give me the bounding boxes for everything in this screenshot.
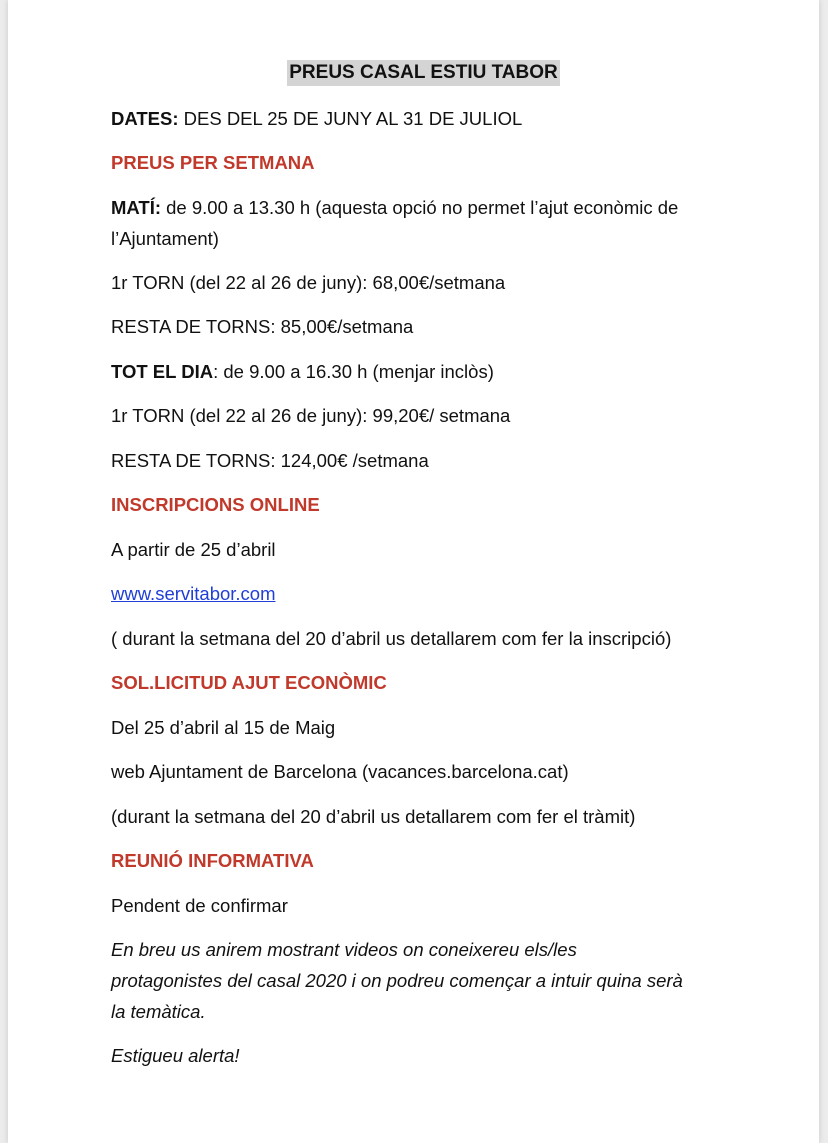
reunio-status: Pendent de confirmar bbox=[111, 895, 288, 916]
reunio-italic-1: En breu us anirem mostrant videos on coneixereu els/les bbox=[111, 939, 577, 960]
ajut-heading: SOL.LICITUD AJUT ECONÒMIC bbox=[111, 672, 387, 693]
mati-line bbox=[111, 197, 678, 219]
title-wrap bbox=[8, 60, 819, 86]
tot-el-dia-resta: RESTA DE TORNS: 124,00€ /setmana bbox=[111, 450, 429, 471]
dates-value: DES DEL 25 DE JUNY AL 31 DE JULIOL bbox=[183, 108, 523, 129]
mati-text: de 9.00 a 13.30 h (aquesta opció no permet l’ajut econòmic de bbox=[161, 197, 679, 218]
reunio-italic-2: protagonistes del casal 2020 i on podreu començar a intuir quina serà bbox=[111, 970, 683, 991]
mati-torn1: 1r TORN (del 22 al 26 de juny): 68,00€/setmana bbox=[111, 272, 506, 293]
prices-heading: PREUS PER SETMANA bbox=[111, 152, 315, 173]
online-note: ( durant la setmana del 20 d’abril us detallarem com fer la inscripció) bbox=[111, 628, 672, 649]
mati-label: MATÍ: bbox=[111, 197, 161, 218]
tot-el-dia-line bbox=[111, 361, 494, 383]
document-page bbox=[8, 0, 819, 1143]
mati-resta: RESTA DE TORNS: 85,00€/setmana bbox=[111, 316, 414, 337]
dates-label: DATES: bbox=[111, 108, 179, 129]
servitabor-link[interactable]: www.servitabor.com bbox=[111, 583, 276, 604]
mati-text-continued: l’Ajuntament) bbox=[111, 228, 219, 249]
reunio-closing: Estigueu alerta! bbox=[111, 1045, 240, 1066]
page-title: PREUS CASAL ESTIU TABOR bbox=[287, 60, 560, 86]
ajut-dates: Del 25 d’abril al 15 de Maig bbox=[111, 717, 336, 738]
online-heading: INSCRIPCIONS ONLINE bbox=[111, 494, 320, 515]
online-from: A partir de 25 d’abril bbox=[111, 539, 276, 560]
tot-el-dia-text: : de 9.00 a 16.30 h (menjar inclòs) bbox=[213, 361, 494, 382]
tot-el-dia-label: TOT EL DIA bbox=[111, 361, 214, 382]
reunio-italic-3: la temàtica. bbox=[111, 1001, 206, 1022]
ajut-web: web Ajuntament de Barcelona (vacances.barcelona.cat) bbox=[111, 761, 569, 782]
reunio-heading: REUNIÓ INFORMATIVA bbox=[111, 850, 314, 871]
ajut-note: (durant la setmana del 20 d’abril us detallarem com fer el tràmit) bbox=[111, 806, 636, 827]
tot-el-dia-torn1: 1r TORN (del 22 al 26 de juny): 99,20€/ setmana bbox=[111, 405, 511, 426]
dates-line bbox=[111, 108, 522, 130]
